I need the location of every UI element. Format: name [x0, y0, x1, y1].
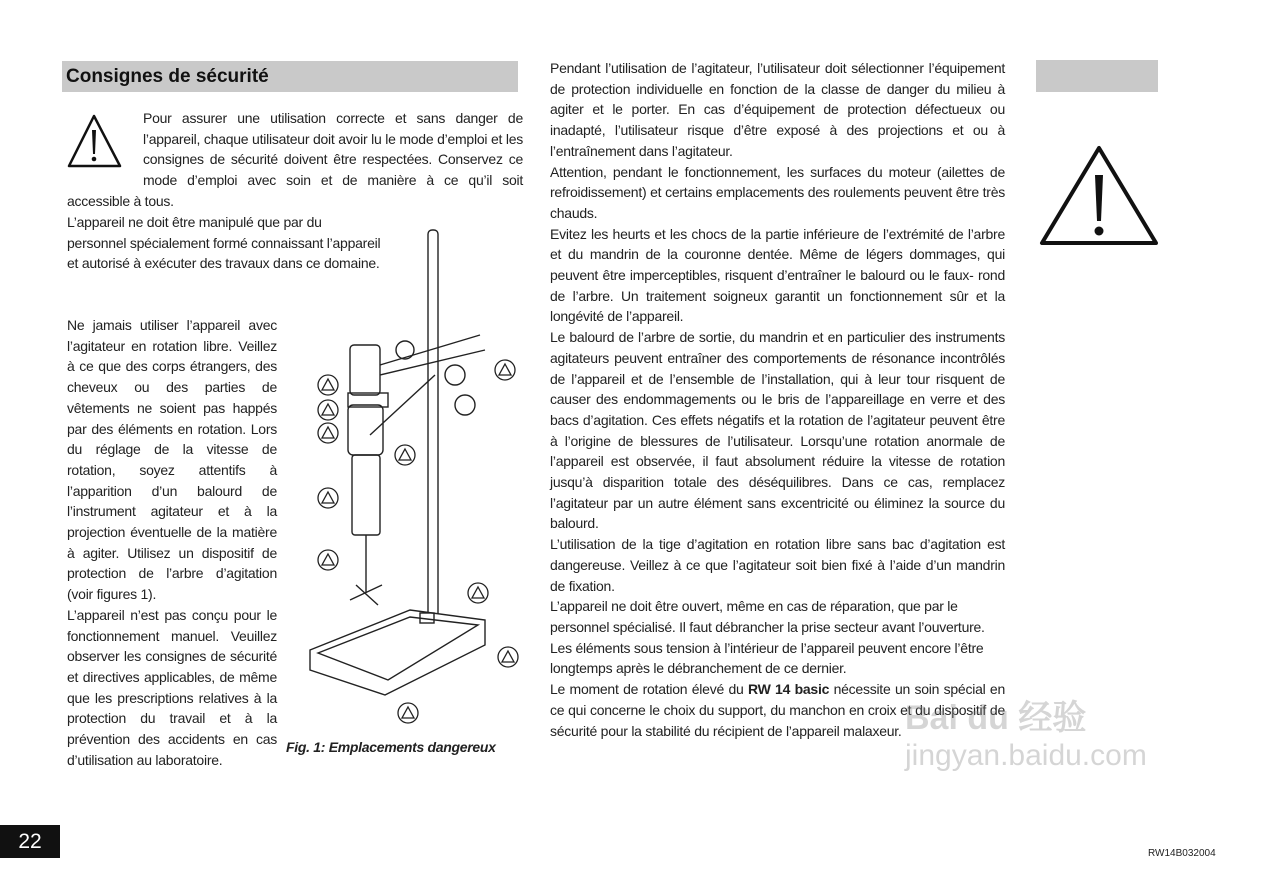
- document-code: RW14B032004: [1148, 848, 1216, 859]
- paragraph: Attention, pendant le fonctionnement, les surfaces du moteur (ailettes de refroidissement) et certains emplacements des roulements peuvent être très chauds.: [550, 163, 1005, 221]
- product-name: RW 14 basic: [748, 681, 830, 698]
- section-heading: Consignes de sécurité: [62, 61, 518, 92]
- paragraph-rw14: Le moment de rotation élevé du RW 14 basic nécessite un soin spécial en ce qui concerne le choix du support, du manchon en croix et du dispositif de sécurité pour la stabilité du récipient de l’appareil malaxeur.: [550, 681, 1005, 739]
- intro-paragraph: Pour assurer une utilisation correcte et sans danger de l’appareil, chaque utilisateur doit avoir lu le mode d’emploi et les consignes de sécurité doivent être respectées. Conservez ce mode d’emploi avec soin et de manière à ce qu’il soit accessible à tous.: [67, 110, 523, 209]
- header-bar: [1036, 60, 1158, 92]
- figure-caption: Fig. 1: Emplacements dangereux: [286, 739, 496, 755]
- page-number: 22: [0, 825, 60, 858]
- paragraph: Pendant l’utilisation de l’agitateur, l’utilisateur doit sélectionner l’équipement de protection individuelle en fonction de la classe de danger du milieu à agiter et le porter. En cas d’équipement de protection défectueux ou inadapté, l’utilisateur risque d’être exposé à des projections et ou à l’entraînement dans l’agitateur.: [550, 60, 1005, 159]
- left-column: [67, 315, 277, 770]
- paragraph: L’appareil ne doit être ouvert, même en cas de réparation, que par le personnel spécialisé. Il faut débrancher la prise secteur avant l’ouverture. Les éléments sous tension à l’intérieur de l’appareil peuvent encore l’être longtemps après le débranchement de ce dernier.: [550, 598, 985, 677]
- paragraph: L’utilisation de la tige d’agitation en rotation libre sans bac d’agitation est dangereuse. Veillez à ce que l’agitateur soit bien fixé à l’aide d’un mandrin de fixation.: [550, 536, 1005, 594]
- warning-icon: [67, 108, 143, 188]
- warning-icon-large: [1038, 143, 1160, 247]
- paragraph: L’appareil n’est pas conçu pour le fonctionnement manuel. Veuillez observer les consignes de sécurité et directives applicables, de même que les prescriptions relatives à la protection du travail et à la prévention des accidents en cas d’utilisation au laboratoire.: [67, 606, 277, 768]
- paragraph: Evitez les heurts et les chocs de la partie inférieure de l’extrémité de l’arbre et du mandrin de la couronne dentée. Même de légers dommages, qui peuvent être imperceptibles, risquent d’entraîner le balourd ou le faux- rond de l’arbre. Un traitement soigneux garantit un fonctionnement sûr et la longévité de l’appareil.: [550, 225, 1005, 325]
- right-column: [550, 58, 1005, 741]
- stirrer-figure: [300, 225, 530, 730]
- paragraph: Le balourd de l’arbre de sortie, du mandrin et en particulier des instruments agitateurs peuvent entraîner des comportements de résonance incontrôlés de l’appareil et de l’ensemble de l’installation, qui à leur tour risquent de causer des endommagements ou le bris de l’appareillage en verre et des bacs d’agitation. Ces effets négatifs et la rotation de l’agitateur peuvent être à l’origine de blessures de l’utilisateur. Lorsqu’une rotation anormale de l’appareil est observée, il faut absolument réduire la vitesse de rotation jusqu’à disparition totale des déséquilibres. Dans ce cas, remplacez l’agitateur par un autre élément sans excentricité ou éliminez la source du balourd.: [550, 329, 1005, 532]
- paragraph: Ne jamais utiliser l’appareil avec l’agitateur en rotation libre. Veillez à ce que des corps étrangers, des cheveux ou des parties de vêtements ne soient pas happés par des éléments en rotation. Lors du réglage de la vitesse de rotation, soyez attentifs à l’apparition d’un balourd de l’instrument agitateur et à la projection éventuelle de la matière à agiter. Utilisez un dispositif de protection de l’arbre d’agitation (voir figures 1).: [67, 317, 277, 603]
- operator-paragraph: L’appareil ne doit être manipulé que par du personnel spécialement formé connaissant l’appareil et autorisé à exécuter des travaux dans ce domaine.: [67, 214, 381, 272]
- watermark: Bai du 经验 jingyan.baidu.com: [905, 699, 1147, 772]
